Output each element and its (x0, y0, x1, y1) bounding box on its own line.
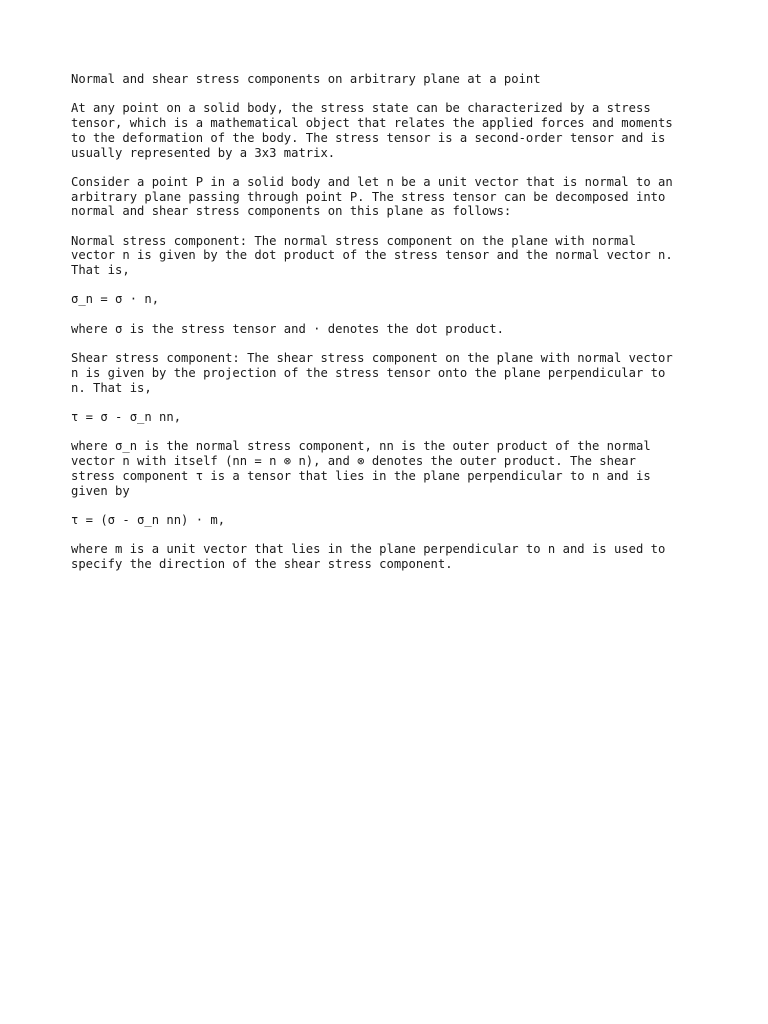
paragraph-shear-stress-explanation: where σ_n is the normal stress component, nn is the outer product of the normal vector n with itself (nn = n ⊗ n), and ⊗ denotes the outer product. The shear stress component τ is a tensor that lies in the plane perpendicular to n and is given by (71, 439, 651, 498)
paragraph-normal-stress-explanation: where σ is the stress tensor and · denotes the dot product. (71, 321, 504, 336)
equation-shear-stress: τ = σ - σ_n nn, (71, 410, 182, 425)
paragraph-point-p-setup: Consider a point P in a solid body and let n be a unit vector that is normal to an arbitrary plane passing through point P. The stress tensor can be decomposed into normal and shear stress components on this plane as follows: (71, 174, 673, 219)
paragraph-shear-stress-definition: Shear stress component: The shear stress component on the plane with normal vector n is given by the projection of the stress tensor onto the plane perpendicular to n. That is, (71, 351, 673, 395)
equation-normal-stress: σ_n = σ · n, (71, 292, 160, 307)
equation-shear-stress-direction: τ = (σ - σ_n nn) · m, (71, 512, 226, 527)
paragraph-unit-vector-m: where m is a unit vector that lies in the plane perpendicular to n and is used to specify the direction of the shear stress component. (71, 542, 666, 572)
document-body (71, 72, 701, 586)
paragraph-stress-tensor-intro: At any point on a solid body, the stress state can be characterized by a stress tensor, which is a mathematical object that relates the applied forces and moments to the deformation of the body. The stress tensor is a second-order tensor and is usually represented by a 3x3 matrix. (71, 101, 673, 160)
document-title: Normal and shear stress components on arbitrary plane at a point (71, 72, 541, 86)
paragraph-normal-stress-definition: Normal stress component: The normal stress component on the plane with normal vector n is given by the dot product of the stress tensor and the normal vector n. That is, (71, 233, 673, 278)
